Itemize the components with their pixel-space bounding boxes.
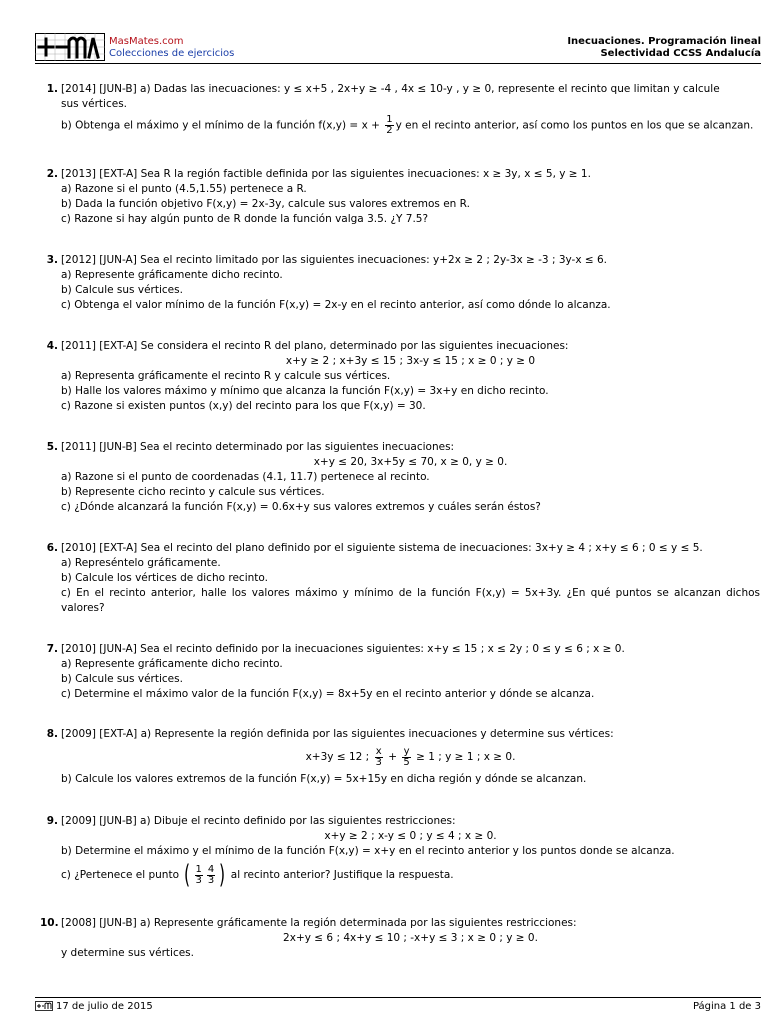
site-name[interactable]: MasMates.com: [109, 36, 184, 47]
exercise-text-line: [2014] [JUN-B] a) Dadas las inecuaciones: y ≤ x+5 , 2x+y ≥ -4 , 4x ≤ 10-y , y ≥ 0, represente el recinto que limitan y calcule: [61, 83, 720, 95]
footer-date: 17 de julio de 2015: [56, 1001, 153, 1012]
masmates-logo-icon: [35, 33, 105, 61]
inequality-system-with-fractions: [61, 746, 760, 768]
exercise-text-line: c) Obtenga el valor mínimo de la función F(x,y) = 2x-y en el recinto anterior, así como dónde lo alcanza.: [61, 299, 611, 311]
exercise-text-line: b) Calcule los valores extremos de la función F(x,y) = 5x+15y en dicha región y dónde se alcanzan.: [61, 773, 587, 785]
fraction-numerator: 1: [195, 863, 202, 875]
text-segment: x+3y ≤ 12 ;: [305, 751, 373, 763]
text-segment: y en el recinto anterior, así como los puntos en los que se alcanzan.: [395, 119, 754, 132]
exercise-text-line: b) Halle los valores máximo y mínimo que alcanza la función F(x,y) = 3x+y en dicho recinto.: [61, 385, 549, 397]
fraction-denominator: 3: [375, 756, 382, 768]
exercise-text-line: b) Determine el máximo y el mínimo de la función F(x,y) = x+y en el recinto anterior y los puntos donde se alcanza.: [61, 845, 675, 857]
exercise-1: [40, 82, 760, 136]
exercise-text-line: c) Determine el máximo valor de la función F(x,y) = 8x+5y en el recinto anterior y dónde se alcanza.: [61, 688, 595, 700]
exercise-number: 2.: [46, 168, 58, 180]
right-parenthesis: ): [219, 860, 226, 890]
exercise-text-line: [2013] [EXT-A] Sea R la región factible definida por las siguientes inecuaciones: x ≥ 3y, x ≤ 5, y ≥ 1.: [61, 168, 591, 180]
exercise-number: 1.: [46, 83, 58, 95]
exercise-text-line: [2010] [EXT-A] Sea el recinto del plano definido por el siguiente sistema de inecuaciones: 3x+y ≥ 4 ; x+y ≤ 6 ; 0 ≤ y ≤ 5.: [61, 542, 703, 554]
exercise-number: 7.: [46, 643, 58, 655]
footer-divider: [35, 997, 761, 998]
exercise-text-line: [2012] [JUN-A] Sea el recinto limitado por las siguientes inecuaciones: y+2x ≥ 2 ; 2y-3x ≥ -3 ; 3y-x ≤ 6.: [61, 254, 608, 266]
page-footer: [35, 1000, 761, 1014]
header-divider: [35, 63, 761, 64]
exercise-number: 9.: [46, 815, 58, 827]
exercise-text-line: c) Razone si hay algún punto de R donde la función valga 3.5. ¿Y 7.5?: [61, 213, 429, 225]
fraction-denominator: 2: [386, 125, 393, 136]
fraction-numerator: y: [403, 745, 410, 757]
exercise-10: [40, 916, 760, 961]
text-segment: al recinto anterior? Justifique la respuesta.: [227, 869, 454, 881]
exercise-text-line: b) Dada la función objetivo F(x,y) = 2x-3y, calcule sus valores extremos en R.: [61, 198, 470, 210]
exercise-text-paragraph: c) En el recinto anterior, halle los valores máximo y mínimo de la función F(x,y) = 5x+3y. ¿En qué puntos se alcanzan dichos valores?: [61, 587, 760, 614]
exercise-6: [40, 541, 760, 616]
exercise-text-line: b) Calcule sus vértices.: [61, 673, 183, 685]
exercise-text-line-with-fraction: [61, 115, 760, 136]
exercise-text-line: c) Razone si existen puntos (x,y) del recinto para los que F(x,y) = 30.: [61, 400, 426, 412]
inequality-system: x+y ≥ 2 ; x+3y ≤ 15 ; 3x-y ≤ 15 ; x ≥ 0 ; y ≥ 0: [285, 355, 536, 367]
exercise-number: 8.: [46, 728, 58, 740]
exercise-number: 5.: [46, 441, 58, 453]
exercise-text-line: y determine sus vértices.: [61, 947, 194, 959]
site-subtitle[interactable]: Colecciones de ejercicios: [109, 48, 235, 59]
exercise-text-line: a) Represente gráficamente dicho recinto.: [61, 658, 283, 670]
fraction-numerator: x: [375, 745, 382, 757]
exercise-text-line: [2009] [JUN-B] a) Dibuje el recinto definido por las siguientes restricciones:: [61, 815, 456, 827]
fraction: [375, 747, 383, 768]
exercise-text-line: b) Represente cicho recinto y calcule sus vértices.: [61, 486, 325, 498]
exercise-2: [40, 167, 760, 227]
exercise-8: [40, 727, 760, 787]
inequality-system: 2x+y ≤ 6 ; 4x+y ≤ 10 ; -x+y ≤ 3 ; x ≥ 0 ; y ≥ 0.: [283, 932, 538, 944]
fraction-denominator: 5: [403, 756, 410, 768]
exercise-text-line: [2010] [JUN-A] Sea el recinto definido por la inecuaciones siguientes: x+y ≤ 15 ; x ≤ 2y ; 0 ≤ y ≤ 6 ; x ≥ 0.: [61, 643, 625, 655]
page-header: [35, 33, 761, 63]
document-topic: [567, 36, 761, 60]
exercise-3: [40, 253, 760, 313]
fraction: [402, 747, 410, 768]
text-segment: b) Obtenga el máximo y el mínimo de la función f(x,y) = x +: [61, 119, 384, 132]
fraction: [385, 115, 393, 136]
exercise-text-line: a) Representa gráficamente el recinto R y calcule sus vértices.: [61, 370, 391, 382]
exercise-7: [40, 642, 760, 702]
left-parenthesis: (: [184, 860, 191, 890]
inequality-system: x+y ≤ 20, 3x+5y ≤ 70, x ≥ 0, y ≥ 0.: [313, 456, 508, 468]
exercise-9: [40, 814, 760, 888]
topic-subtitle: Selectividad CCSS Andalucía: [600, 48, 761, 59]
exercise-text-line: a) Represéntelo gráficamente.: [61, 557, 221, 569]
exercise-text-line: a) Represente gráficamente dicho recinto.: [61, 269, 283, 281]
exercise-text-line: b) Calcule sus vértices.: [61, 284, 183, 296]
exercise-text-line: [2009] [EXT-A] a) Represente la región definida por las siguientes inecuaciones y determine sus vértices:: [61, 728, 614, 740]
exercise-5: [40, 440, 760, 515]
masmates-mini-logo-icon: [35, 1001, 53, 1011]
site-branding: [109, 36, 269, 60]
exercise-number: 6.: [46, 542, 58, 554]
exercise-text-line: a) Razone si el punto (4.5,1.55) pertenece a R.: [61, 183, 307, 195]
fraction-denominator: 3: [207, 874, 215, 886]
fraction-numerator: 1: [386, 114, 393, 125]
exercise-text-line: a) Razone si el punto de coordenadas (4.1, 11.7) pertenece al recinto.: [61, 471, 430, 483]
exercise-text-line: c) ¿Dónde alcanzará la función F(x,y) = 0.6x+y sus valores extremos y cuáles serán éstos?: [61, 501, 541, 513]
fraction-denominator: 3: [195, 874, 202, 886]
exercise-number: 3.: [46, 254, 58, 266]
exercise-text-line: sus vértices.: [61, 98, 127, 110]
text-segment: +: [384, 751, 401, 763]
text-segment: c) ¿Pertenece el punto: [61, 869, 183, 881]
exercise-text-line: [2008] [JUN-B] a) Represente gráficamente la región determinada por las siguientes restricciones:: [61, 917, 577, 929]
fraction: [195, 865, 203, 886]
fraction-numerator: 4: [207, 863, 215, 875]
exercise-text-line: [2011] [EXT-A] Se considera el recinto R del plano, determinado por las siguientes inecuaciones:: [61, 340, 569, 352]
text-segment: ≥ 1 ; y ≥ 1 ; x ≥ 0.: [412, 751, 516, 763]
exercise-text-line: [2011] [JUN-B] Sea el recinto determinado por las siguientes inecuaciones:: [61, 441, 455, 453]
page-number: Página 1 de 3: [692, 1001, 761, 1012]
topic-title: Inecuaciones. Programación lineal: [567, 36, 761, 47]
exercise-4: [40, 339, 760, 414]
exercise-number: 10.: [40, 917, 59, 929]
exercise-text-line: b) Calcule los vértices de dicho recinto.: [61, 572, 268, 584]
inequality-system: x+y ≥ 2 ; x-y ≤ 0 ; y ≤ 4 ; x ≥ 0.: [324, 830, 497, 842]
exercise-text-line-with-point: [61, 862, 760, 888]
exercise-number: 4.: [46, 340, 58, 352]
fraction: [207, 865, 215, 886]
